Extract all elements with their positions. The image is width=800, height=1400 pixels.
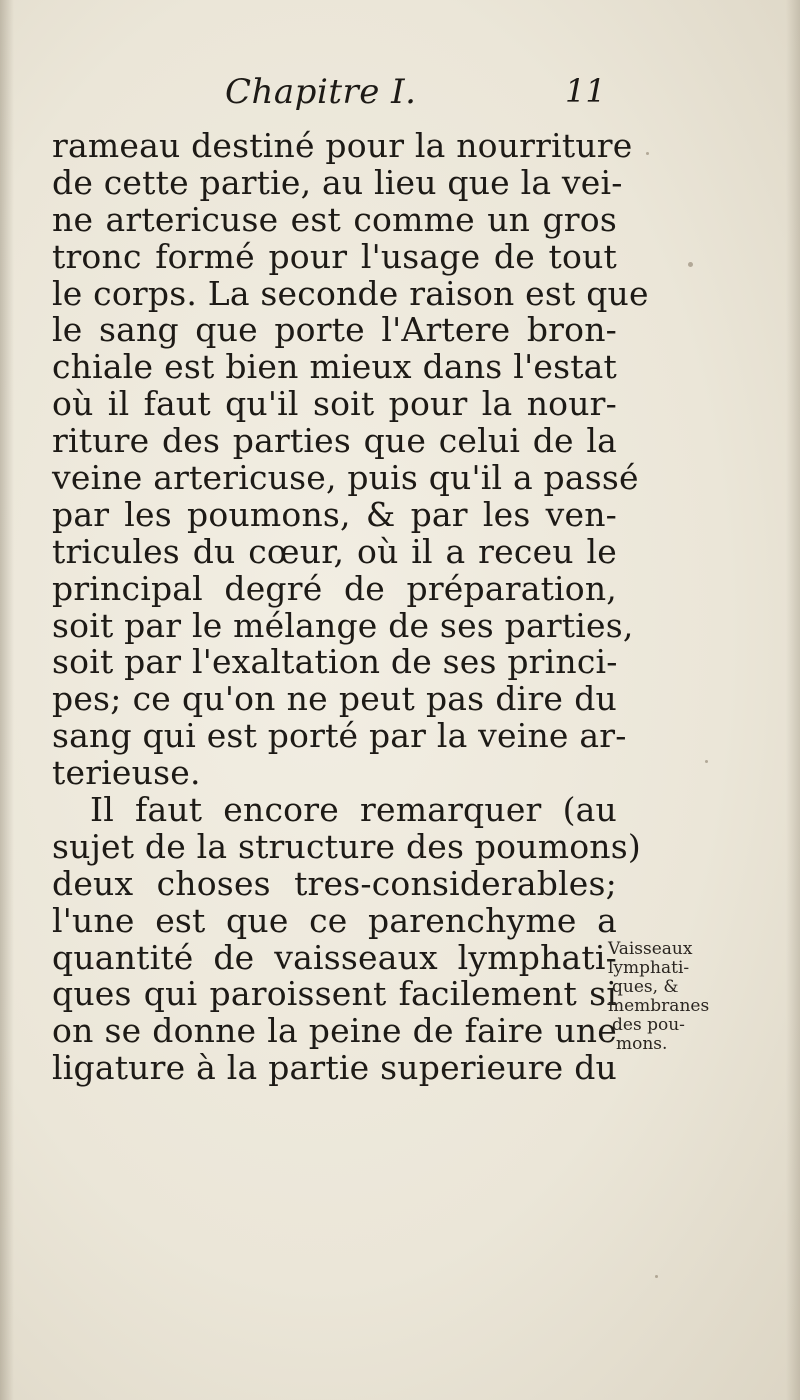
- margin-note-line: membranes: [608, 996, 710, 1016]
- page-number: 11: [565, 72, 606, 110]
- text-line: deux choses tres-considerables;: [52, 863, 617, 903]
- text-line: tricules du cœur, où il a receu le: [52, 531, 617, 571]
- margin-note-line: mons.: [616, 1034, 668, 1054]
- paragraph-start-line: Il faut encore remarquer (au: [90, 790, 617, 830]
- text-line: où il faut qu'il soit pour la nour-: [52, 384, 617, 424]
- text-line: chiale est bien mieux dans l'estat: [52, 347, 617, 387]
- margin-note: [608, 940, 798, 1054]
- margin-note-line: ques, &: [612, 977, 679, 997]
- text-line: on se donne la peine de faire une: [52, 1011, 617, 1051]
- body-text: [52, 126, 649, 1088]
- running-title: Chapitre I.: [225, 72, 417, 112]
- margin-note-line: Vaisseaux: [608, 939, 693, 959]
- text-line: terieuse.: [52, 753, 201, 793]
- text-line: rameau destiné pour la nourriture: [52, 126, 633, 165]
- paper-speck: [655, 1275, 658, 1278]
- left-edge-shadow: [0, 0, 14, 1400]
- paper-speck: [688, 262, 693, 267]
- text-line: pes; ce qu'on ne peut pas dire du: [52, 679, 617, 719]
- text-line: soit par l'exaltation de ses princi-: [52, 642, 618, 682]
- margin-note-line: des pou-: [612, 1015, 685, 1035]
- text-line: le sang que porte l'Artere bron-: [52, 310, 617, 350]
- text-line: ques qui paroissent facilement si: [52, 974, 617, 1014]
- right-edge-shadow: [786, 0, 800, 1400]
- text-line: quantité de vaisseaux lymphati-: [52, 937, 617, 977]
- text-line: soit par le mélange de ses parties,: [52, 605, 634, 645]
- text-line: par les poumons, & par les ven-: [52, 494, 617, 534]
- page-header: [0, 72, 800, 122]
- paper-speck: [705, 760, 708, 763]
- text-line: riture des parties que celui de la: [52, 421, 617, 461]
- text-line: ligature à la partie superieure du: [52, 1048, 617, 1088]
- text-line: de cette partie, au lieu que la vei-: [52, 162, 623, 202]
- text-line: l'une est que ce parenchyme a: [52, 900, 617, 940]
- text-line: sujet de la structure des poumons): [52, 826, 641, 866]
- text-line: ne artericuse est comme un gros: [52, 199, 617, 239]
- text-line: veine artericuse, puis qu'il a passé: [52, 458, 639, 498]
- text-line: principal degré de préparation,: [52, 568, 617, 608]
- text-line: tronc formé pour l'usage de tout: [52, 236, 617, 276]
- margin-note-line: lymphati-: [608, 958, 690, 978]
- text-line: sang qui est porté par la veine ar-: [52, 716, 627, 756]
- text-line: le corps. La seconde raison est que: [52, 273, 649, 313]
- paper-speck: [646, 152, 649, 155]
